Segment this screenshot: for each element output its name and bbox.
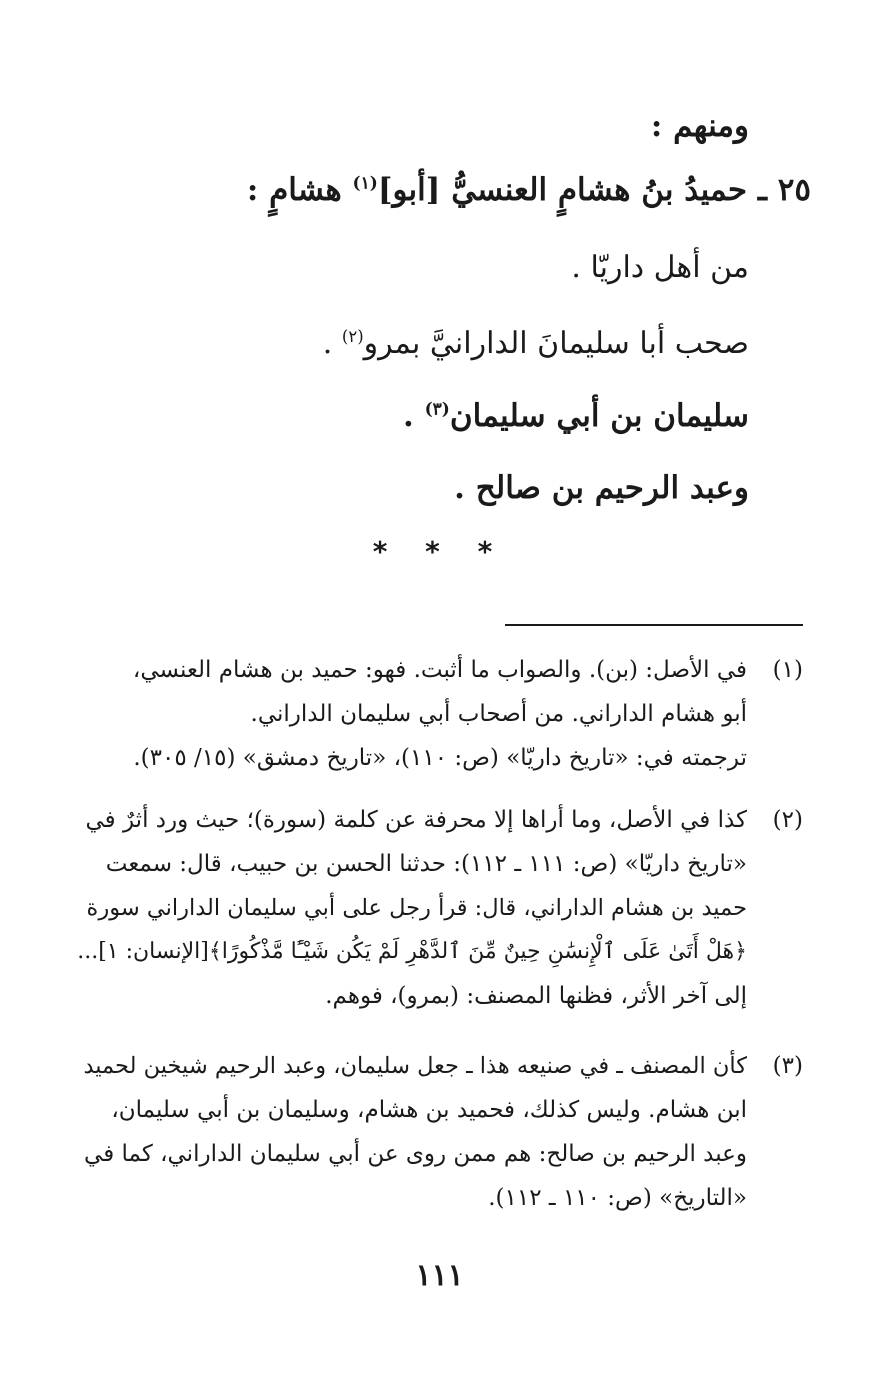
origin-line xyxy=(571,250,749,285)
footnote-ref-2: (٢) xyxy=(341,327,364,346)
footnote-line: وعبد الرحيم بن صالح: هم ممن روى عن أبي سليمان الداراني، كما في xyxy=(84,1141,747,1167)
companion-line xyxy=(323,326,749,361)
footnote-line: في الأصل: (بن). والصواب ما أثبت. فهو: حميد بن هشام العنسي، xyxy=(132,657,747,683)
footnote-body xyxy=(76,648,747,780)
subheading-text: ومنهم : xyxy=(650,108,749,144)
footnote-number: (٣) xyxy=(772,1053,803,1079)
footnote-number: (٢) xyxy=(772,807,803,833)
section-separator: * * * xyxy=(372,535,507,568)
abd-al-rahim-line xyxy=(454,470,749,506)
footnote-ref-3: (٣) xyxy=(424,399,450,420)
footnote-line: كأن المصنف ـ في صنيعه هذا ـ جعل سليمان، وعبد الرحيم شيخين لحميد xyxy=(83,1053,747,1079)
footnote-rule xyxy=(505,624,803,626)
footnote-line: كذا في الأصل، وما أراها إلا محرفة عن كلمة (سورة)؛ حيث ورد أثرٌ في xyxy=(85,807,747,833)
footnote-2 xyxy=(76,798,803,1018)
footnote-line: أبو هشام الداراني. من أصحاب أبي سليمان الداراني. xyxy=(250,701,747,727)
companion-text: صحب أبا سليمانَ الدارانيَّ بمرو xyxy=(363,326,749,361)
footnote-number: (١) xyxy=(772,657,803,683)
origin-text: من أهل داريّا . xyxy=(571,250,749,285)
entry-heading xyxy=(247,172,811,208)
footnote-line: «التاريخ» (ص: ١١٠ ـ ١١٢). xyxy=(488,1185,747,1211)
footnote-1 xyxy=(76,648,803,780)
footnote-3 xyxy=(76,1044,803,1220)
sulayman-line xyxy=(403,398,749,434)
entry-number: ٢٥ ـ xyxy=(757,172,811,208)
footnote-body xyxy=(76,1044,747,1220)
footnote-line: ترجمته في: «تاريخ داريّا» (ص: ١١٠)، «تاريخ دمشق» (١٥/ ٣٠٥). xyxy=(133,745,747,771)
abd-al-rahim-text: وعبد الرحيم بن صالح . xyxy=(454,470,749,506)
entry-name: حميدُ بنُ هشامٍ العنسيُّ [أبو] xyxy=(377,172,748,208)
footnote-line: ابن هشام. وليس كذلك، فحميد بن هشام، وسليمان بن أبي سليمان، xyxy=(111,1097,747,1123)
page-number: ١١١ xyxy=(415,1258,464,1293)
footnote-line: إلى آخر الأثر، فظنها المصنف: (بمرو)، فوهم. xyxy=(325,983,747,1009)
footnote-ref-1: (١) xyxy=(352,173,378,194)
footnote-line: «تاريخ داريّا» (ص: ١١١ ـ ١١٢): حدثنا الحسن بن حبيب، قال: سمعت xyxy=(105,851,747,877)
sulayman-end: . xyxy=(402,398,414,434)
subheading xyxy=(651,108,749,144)
sulayman-text: سليمان بن أبي سليمان xyxy=(449,398,749,434)
footnote-body xyxy=(76,798,747,1018)
entry-name-end: هشامٍ : xyxy=(246,172,342,208)
companion-end: . xyxy=(322,326,333,361)
footnote-quran-line: ﴿هَلْ أَتَىٰ عَلَى ٱلْإِنسَٰنِ حِينٌ مِّنَ ٱلدَّهْرِ لَمْ يَكُن شَيْـًٔا مَّذْكُورًا﴾[الإنسان: ١]... xyxy=(77,939,747,964)
footnote-line: حميد بن هشام الداراني، قال: قرأ رجل على أبي سليمان الداراني سورة xyxy=(86,895,747,921)
